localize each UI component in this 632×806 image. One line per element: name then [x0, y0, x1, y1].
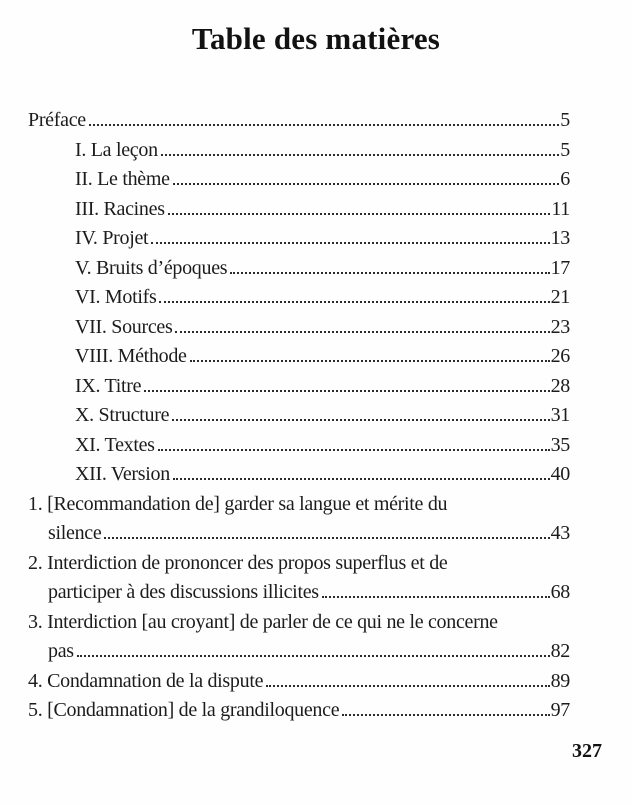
dot-leader: [159, 301, 549, 303]
toc-entry-page: 17: [550, 256, 570, 279]
toc-entry-label: VI. Motifs: [75, 286, 157, 308]
toc-entry-wrap-line: [28, 637, 570, 667]
toc-entry-label: VIII. Méthode: [75, 345, 187, 367]
toc-entry-line: [28, 195, 570, 225]
toc-entry-page: 82: [550, 640, 570, 662]
toc-entry-label: 3. Interdiction [au croyant] de parler de ce qui ne le concerne: [28, 610, 498, 633]
toc-entry-page: 23: [550, 315, 570, 338]
toc-entry-line: [28, 313, 570, 343]
toc-entry: [28, 667, 570, 697]
toc-entry-page: 43: [550, 522, 570, 544]
dot-leader: [168, 213, 551, 215]
toc-entry-page: 5: [560, 109, 570, 131]
toc-entry-wrap-line: [28, 578, 570, 608]
dot-leader: [266, 685, 549, 687]
toc-entry: [28, 431, 570, 461]
toc-entry-line: [28, 431, 570, 461]
dot-leader: [77, 655, 550, 657]
toc-entry-label: 2. Interdiction de prononcer des propos superflus et de: [28, 551, 448, 574]
folio-page-number: 327: [572, 740, 602, 762]
toc-entry-label-continued: participer à des discussions illicites: [48, 581, 319, 603]
toc-entry: [28, 372, 570, 402]
dot-leader: [172, 419, 549, 421]
dot-leader: [173, 478, 550, 480]
toc-entry-line: [28, 460, 570, 490]
toc-entry: [28, 165, 570, 195]
toc-entry-label: X. Structure: [75, 404, 170, 426]
dot-leader: [190, 360, 550, 362]
toc-entry-label: VII. Sources: [75, 315, 173, 338]
toc-entry-page: 28: [550, 374, 570, 397]
dot-leader: [230, 272, 549, 274]
toc-entry-page: 5: [560, 138, 570, 161]
toc-entry-page: 40: [550, 463, 570, 485]
toc-entry: [28, 490, 570, 549]
toc-entry-line: [28, 667, 570, 697]
dot-leader: [104, 537, 549, 539]
toc-entry-page: 13: [550, 227, 570, 249]
toc-entry-label: IX. Titre: [75, 374, 142, 397]
dot-leader: [151, 242, 549, 244]
toc-entry-wrap-line: [28, 519, 570, 549]
toc-entry-page: 89: [550, 669, 570, 692]
toc-entry-label: 5. [Condamnation] de la grandiloquence: [28, 699, 340, 721]
toc-entry-page: 68: [550, 581, 570, 603]
toc-entry-page: 97: [550, 699, 570, 721]
toc-entry-label: Préface: [28, 109, 86, 131]
toc-entry: [28, 283, 570, 313]
toc-entry: [28, 195, 570, 225]
toc-entry-line: [28, 106, 570, 136]
dot-leader: [175, 331, 549, 333]
toc-entry-label: XI. Textes: [75, 433, 155, 456]
toc-entry: [28, 136, 570, 166]
toc-entry-line: [28, 696, 570, 726]
toc-entry-page: 11: [551, 197, 570, 220]
toc-entry: [28, 549, 570, 608]
toc-entry-label-continued: pas: [48, 640, 74, 662]
dot-leader: [173, 183, 560, 185]
toc-entry: [28, 608, 570, 667]
toc-entry-label: III. Racines: [75, 197, 165, 220]
dot-leader: [158, 449, 550, 451]
toc-entry-label-continued: silence: [48, 522, 102, 544]
toc-entry-label: V. Bruits d’époques: [75, 256, 228, 279]
toc-entry: [28, 224, 570, 254]
toc-entry-line: [28, 224, 570, 254]
toc-entry-line: [28, 372, 570, 402]
dot-leader: [342, 714, 549, 716]
toc-entry-label: 4. Condamnation de la dispute: [28, 669, 264, 692]
toc-entry-page: 35: [550, 433, 570, 456]
dot-leader: [89, 124, 559, 126]
toc-entry-line: [28, 254, 570, 284]
toc-entry: [28, 313, 570, 343]
toc-entry-page: 6: [560, 168, 570, 190]
toc-entry-page: 26: [550, 345, 570, 367]
toc-entry-line: [28, 401, 570, 431]
toc-entry-label: IV. Projet: [75, 227, 149, 249]
toc-entry-label: I. La leçon: [75, 138, 158, 161]
toc-entry: [28, 254, 570, 284]
toc-entry: [28, 342, 570, 372]
toc-entry: [28, 460, 570, 490]
toc-entry-label: 1. [Recommandation de] garder sa langue et mérite du: [28, 492, 448, 515]
toc-entry: [28, 106, 570, 136]
page-title: Table des matières: [191, 21, 441, 56]
toc-entry-label: XII. Version: [75, 463, 170, 485]
toc-list: [28, 106, 570, 726]
toc-entry-page: 31: [550, 404, 570, 426]
toc-entry-line: [28, 165, 570, 195]
toc-entry-line: [28, 283, 570, 313]
toc-entry: [28, 401, 570, 431]
dot-leader: [144, 390, 549, 392]
toc-entry-page: 21: [550, 286, 570, 308]
dot-leader: [322, 596, 550, 598]
toc-entry-line: [28, 342, 570, 372]
dot-leader: [161, 154, 560, 156]
toc-entry-label: II. Le thème: [75, 168, 170, 190]
toc-entry-line: [28, 136, 570, 166]
toc-entry: [28, 696, 570, 726]
